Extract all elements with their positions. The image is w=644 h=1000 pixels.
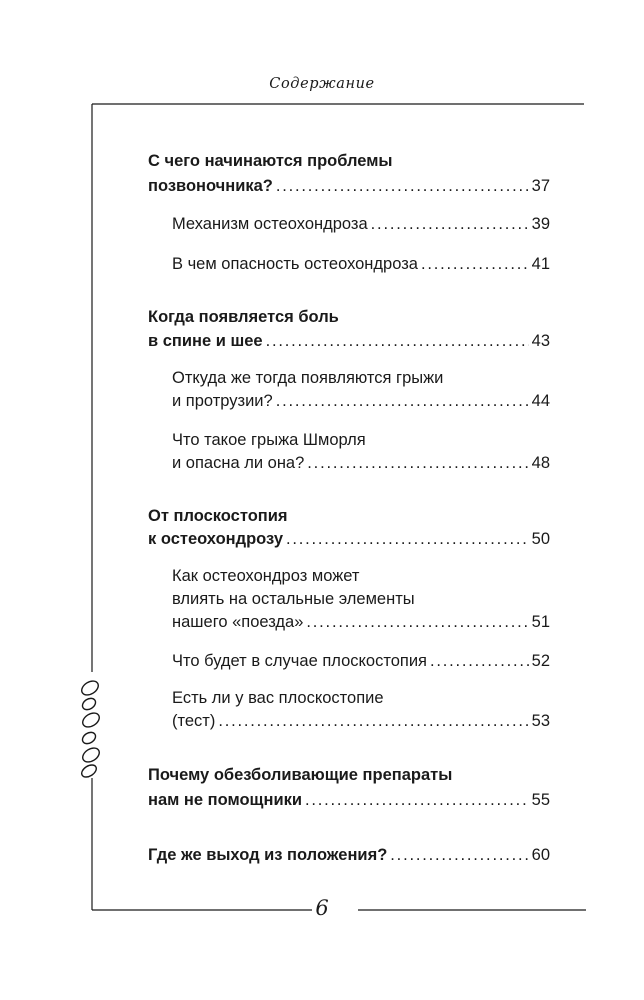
toc-page-number: 48 [531,454,550,472]
toc-entry-title: С чего начинаются проблемы [148,152,393,170]
toc-entry-line [172,589,550,609]
toc-entry-title: и протрузии? [172,392,273,410]
toc-page-number: 44 [531,392,550,410]
toc-entry-line [148,765,550,785]
leader-dots [218,711,528,731]
toc-page-number: 41 [531,255,550,273]
toc-page-number: 51 [531,613,550,631]
toc-entry-line [172,711,550,731]
leader-dots [421,254,529,274]
toc-entry-line [172,453,550,473]
toc-entry-line [172,430,550,450]
toc-page-number: 39 [531,215,550,233]
toc-entry-line [148,529,550,549]
toc-entry-line [172,651,550,671]
toc-entry-line [148,307,550,327]
toc-page-number: 60 [531,846,550,864]
toc-entry-title: Механизм остеохондроза [172,215,368,233]
leader-dots [371,214,529,234]
toc-entry-title: Как остеохондроз может [172,567,360,585]
leader-dots [307,453,528,473]
toc-entry-line [172,566,550,586]
toc-entry-line [172,214,550,234]
toc-entry-title: нашего «поезда» [172,613,304,631]
toc-entry-line [148,331,550,351]
toc-entry-title: позвоночника? [148,177,273,195]
leader-dots [286,529,529,549]
leader-dots [276,391,529,411]
toc-page-number: 50 [531,530,550,548]
toc-entry-line [172,688,550,708]
toc-entry-line [148,176,550,196]
running-header: Содержание [269,76,375,92]
toc-entry-title: Есть ли у вас плоскостопие [172,689,384,707]
toc-entry-title: Где же выход из положения? [148,846,388,864]
page-number: 6 [315,896,329,920]
toc-entry-title: нам не помощники [148,791,302,809]
toc-entry-line [172,391,550,411]
toc-page-number: 52 [531,652,550,670]
toc-entry-title: Почему обезболивающие препараты [148,766,453,784]
toc-entry-title: Откуда же тогда появляются грыжи [172,369,444,387]
leader-dots [305,790,529,810]
toc-entry-title: к остеохондрозу [148,530,283,548]
toc-page-number: 53 [531,712,550,730]
toc-entry-title: Что будет в случае плоскостопия [172,652,427,670]
leader-dots [266,331,529,351]
toc-entry-line [172,612,550,632]
toc-entry-title: и опасна ли она? [172,454,305,472]
toc-entry-title: Когда появляется боль [148,308,339,326]
toc-entry-title: (тест) [172,712,216,730]
toc-entry-line [148,790,550,810]
toc-entry-line [172,254,550,274]
toc-entry-title: Что такое грыжа Шморля [172,431,366,449]
toc-entry-title: От плоскостопия [148,507,288,525]
toc-entry-title: влиять на остальные элементы [172,590,415,608]
toc-entry-title: В чем опасность остеохондроза [172,255,418,273]
toc-page-number: 55 [531,791,550,809]
toc-entry-title: в спине и шее [148,332,263,350]
leader-dots [390,845,528,865]
toc-entry-line [148,151,550,171]
toc-entry-line [172,368,550,388]
toc-entry-line [148,845,550,865]
toc-page-number: 37 [531,177,550,195]
toc-page-number: 43 [531,332,550,350]
leader-dots [430,651,529,671]
leader-dots [276,176,529,196]
leader-dots [306,612,528,632]
toc-entry-line [148,506,550,526]
